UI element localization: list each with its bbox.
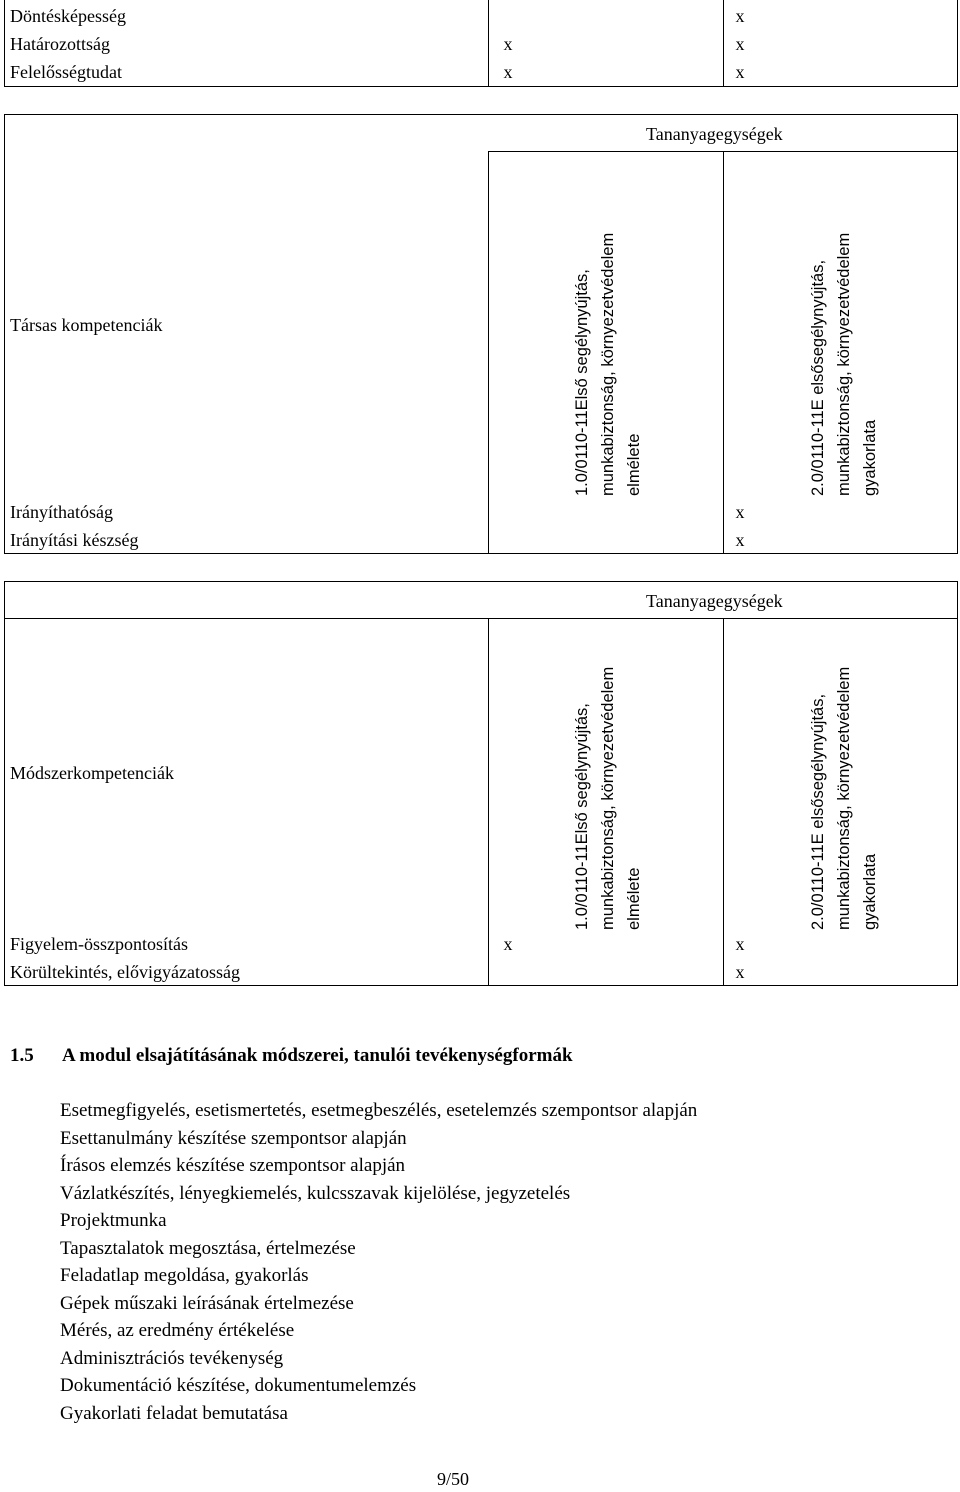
row-label: Felelősségtudat [10,62,122,82]
check-mark: x [735,34,745,54]
list-item: Tapasztalatok megosztása, értelmezése [60,1238,356,1259]
row-label: Irányítási készség [10,530,139,550]
list-item: Feladatlap megoldása, gyakorlás [60,1265,309,1286]
check-mark: x [503,934,513,954]
list-item: Esettanulmány készítése szempontsor alapján [60,1128,407,1149]
list-item: Adminisztrációs tevékenység [60,1348,284,1369]
list-item: Mérés, az eredmény értékelése [60,1320,295,1341]
check-mark: x [735,6,745,26]
list-item: Írásos elemzés készítése szempontsor alapján [60,1155,406,1176]
row-label: Határozottság [10,34,110,54]
column-group-header: Tananyagegységek [646,124,783,144]
list-item: Gyakorlati feladat bemutatása [60,1403,288,1424]
list-item: Vázlatkészítés, lényegkiemelés, kulcsszavak kijelölése, jegyzetelés [60,1183,571,1204]
unit-header-theory: 1.0/0110-11Első segélynyújtás, munkabiztonság, környezetvédelem elmélete [573,232,643,496]
check-mark: x [735,934,745,954]
row-label: Körültekintés, elővigyázatosság [10,962,240,982]
row-label: Irányíthatóság [10,502,113,522]
unit-header-theory: 1.0/0110-11Első segélynyújtás, munkabiztonság, környezetvédelem elmélete [573,666,643,930]
list-item: Projektmunka [60,1210,167,1231]
check-mark: x [735,62,745,82]
unit-header-practice: 2.0/0110-11E elsősegélynyújtás, munkabiztonság, környezetvédelem gyakorlata [809,666,879,930]
column-group-header: Tananyagegységek [646,591,783,611]
unit-header-practice: 2.0/0110-11E elsősegélynyújtás, munkabiztonság, környezetvédelem gyakorlata [809,232,879,496]
check-mark: x [735,502,745,522]
section-label: Módszerkompetenciák [10,763,174,783]
section-label: Társas kompetenciák [10,315,163,335]
list-item: Esetmegfigyelés, esetismertetés, esetmegbeszélés, esetelemzés szempontsor alapján [60,1100,698,1121]
row-label: Figyelem-összpontosítás [10,934,188,954]
page-number: 9/50 [437,1469,470,1489]
section-number: 1.5 [10,1045,34,1066]
list-item: Dokumentáció készítése, dokumentumelemzés [60,1375,417,1396]
check-mark: x [735,530,745,550]
section-title: A modul elsajátításának módszerei, tanulói tevékenységformák [62,1045,573,1066]
row-label: Döntésképesség [10,6,126,26]
list-item: Gépek műszaki leírásának értelmezése [60,1293,354,1314]
check-mark: x [735,962,745,982]
check-mark: x [503,34,513,54]
check-mark: x [503,62,513,82]
